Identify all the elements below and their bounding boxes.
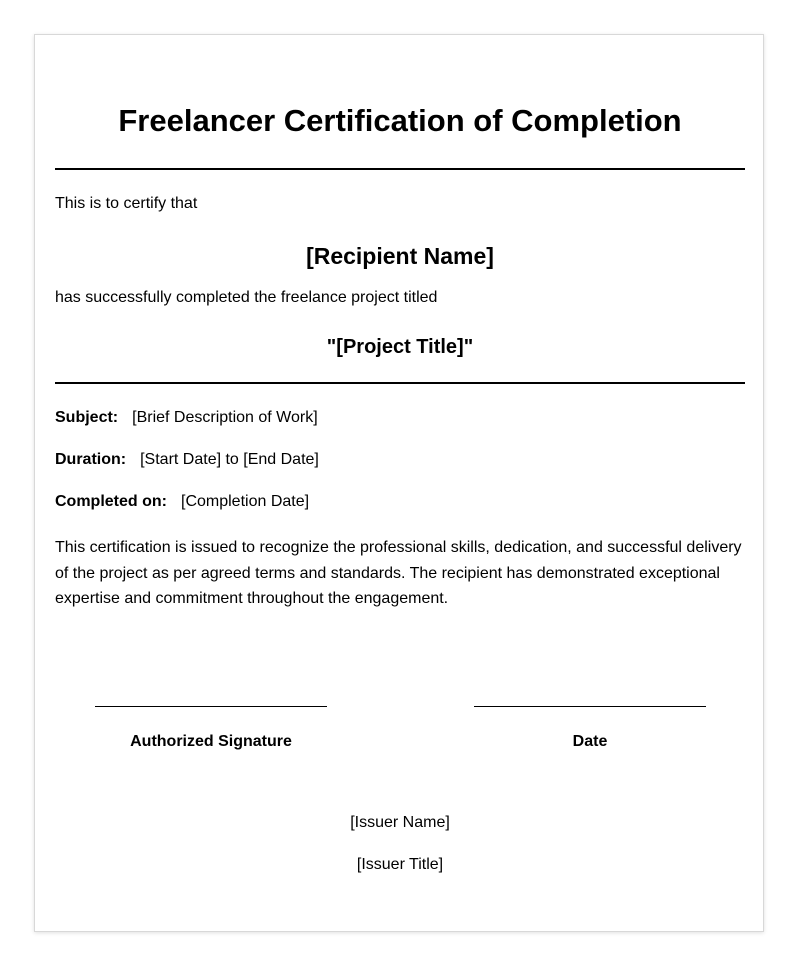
issuer-title: [Issuer Title]: [356, 856, 444, 873]
completed-on-label: Completed on:: [55, 493, 167, 510]
top-divider: [55, 168, 745, 170]
completion-statement: has successfully completed the freelance project titled: [55, 289, 438, 306]
duration-value: [Start Date] to [End Date]: [140, 451, 319, 468]
certification-paragraph: This certification is issued to recognize the professional skills, dedication, and successful delivery of the project as per agreed terms and standards. The recipient has demonstrated exceptional expertise and commitment throughout the engagement.: [55, 539, 742, 608]
issuer-name: [Issuer Name]: [350, 814, 450, 831]
duration-label: Duration:: [55, 451, 127, 468]
intro-text: This is to certify that: [55, 195, 198, 212]
authorized-signature-label: Authorized Signature: [130, 733, 292, 750]
subject-label: Subject:: [55, 409, 119, 426]
completed-on-value: [Completion Date]: [181, 493, 310, 510]
signature-line: [95, 706, 327, 707]
certificate-page: [34, 34, 764, 932]
date-label: Date: [572, 733, 608, 750]
project-title: "[Project Title]": [326, 336, 474, 358]
duration-row: [55, 450, 319, 470]
middle-divider: [55, 382, 745, 384]
certificate-title: Freelancer Certification of Completion: [118, 103, 682, 138]
completed-on-row: [55, 492, 309, 512]
subject-row: [55, 408, 318, 428]
recipient-name: [Recipient Name]: [306, 243, 494, 269]
date-line: [474, 706, 706, 707]
subject-value: [Brief Description of Work]: [132, 409, 318, 426]
